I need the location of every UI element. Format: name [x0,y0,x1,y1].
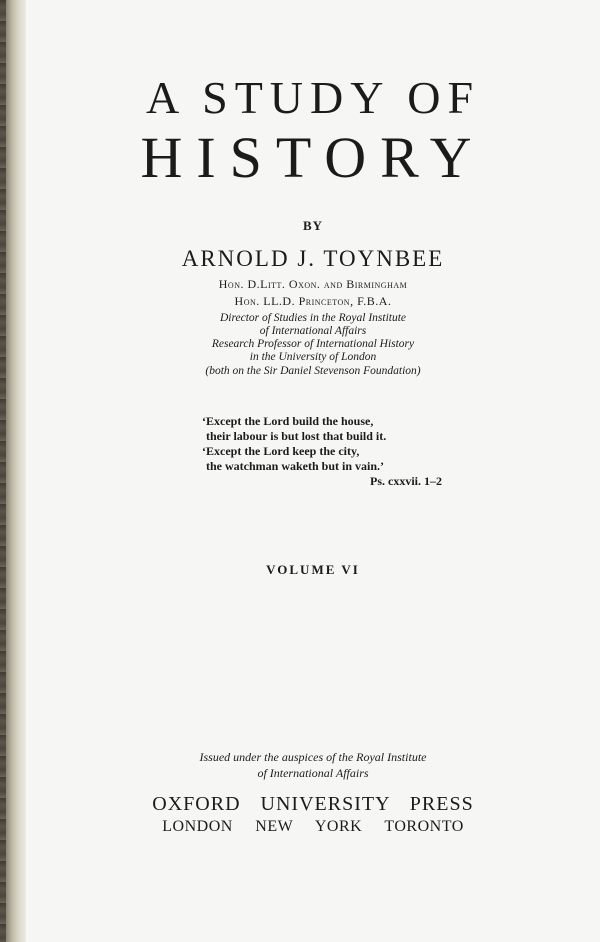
affiliation-line-3: Research Professor of International History [211,338,415,350]
author-degree-1: Hon. D.Litt. Oxon. and Birmingham [218,277,408,291]
by-label: BY [302,218,324,233]
publisher-name: OXFORD UNIVERSITY PRESS [152,793,474,815]
epigraph [202,414,452,489]
title-page [26,0,600,942]
author-name: ARNOLD J. TOYNBEE [181,246,445,271]
issued-line-2: of International Affairs [257,766,369,780]
affiliation-line-2: of International Affairs [259,325,367,337]
volume-number: VOLUME VI [266,562,360,577]
affiliation-line-5: (both on the Sir Daniel Stevenson Foundation) [205,365,421,377]
author-degree-2: Hon. LL.D. Princeton, F.B.A. [234,294,392,308]
issued-line-1: Issued under the auspices of the Royal Institute [199,750,427,764]
title-line-2: HISTORY [140,125,486,190]
book-binding-edge [0,0,6,942]
affiliation-line-1: Director of Studies in the Royal Institute [219,312,407,324]
epigraph-line: ‘Except the Lord keep the city, [202,444,360,458]
epigraph-line: ‘Except the Lord build the house, [202,414,374,428]
epigraph-line: the watchman waketh but in vain.’ [206,459,385,473]
publisher-cities: LONDON NEW YORK TORONTO [162,818,464,835]
affiliation-line-4: in the University of London [249,351,377,363]
epigraph-reference: Ps. cxxvii. 1–2 [370,474,442,488]
title-line-1: A STUDY OF [145,72,481,123]
epigraph-line: their labour is but lost that build it. [206,429,387,443]
